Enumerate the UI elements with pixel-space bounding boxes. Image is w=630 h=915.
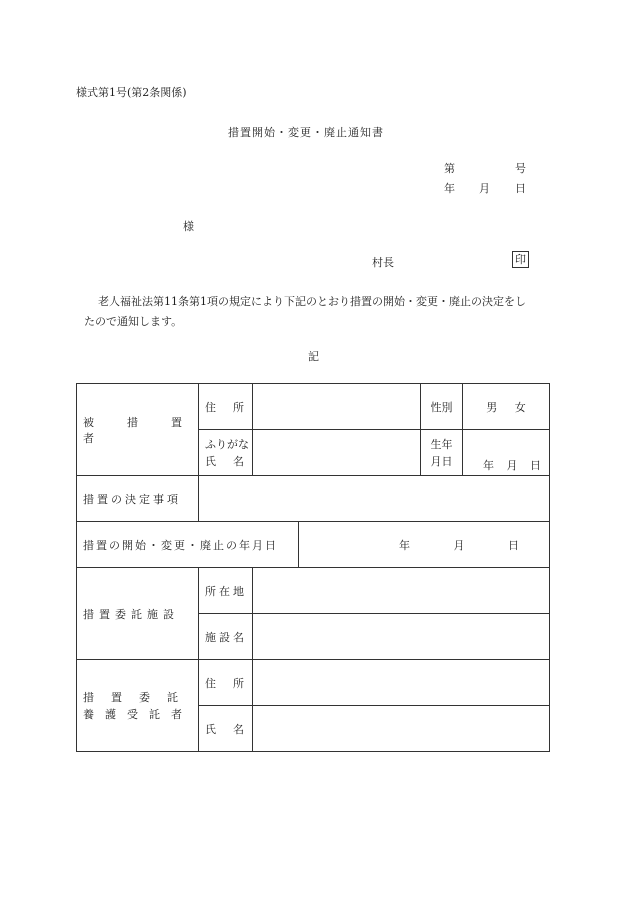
body-text-line1: 老人福祉法第11条第1項の規定により下記のとおり措置の開始・変更・廃止の決定をし xyxy=(98,295,526,308)
facility-name-field[interactable] xyxy=(253,614,550,660)
period-year: 年 xyxy=(399,538,410,552)
subject-label-cell xyxy=(77,384,215,476)
gender-male[interactable]: 男 xyxy=(486,400,498,414)
name-field[interactable] xyxy=(253,430,421,476)
doc-number-suffix: 号 xyxy=(515,162,526,175)
gender-label-cell xyxy=(421,384,463,430)
form-table xyxy=(76,383,550,752)
gender-label: 性別 xyxy=(430,400,453,414)
address-label: 住 所 xyxy=(205,400,247,414)
furigana-label: ふりがな xyxy=(205,437,249,451)
caretaker-label-2: 養 護 受 託 者 xyxy=(83,707,182,721)
birth-date-field[interactable] xyxy=(463,430,550,476)
period-day: 日 xyxy=(508,538,519,552)
doc-number-prefix: 第 xyxy=(444,162,455,175)
subject-label: 被 措 置 者 xyxy=(83,415,215,445)
date-year: 年 xyxy=(444,182,455,195)
facility-label-cell xyxy=(77,568,199,660)
sender-title: 村長 xyxy=(372,256,394,269)
address-field[interactable] xyxy=(253,384,421,430)
birth-month: 月 xyxy=(506,459,518,472)
caretaker-name-label: 氏 名 xyxy=(205,722,247,736)
caretaker-name-field[interactable] xyxy=(253,706,550,752)
caretaker-label-1: 措 置 委 託 xyxy=(83,690,181,704)
period-month: 月 xyxy=(453,538,465,552)
caretaker-address-field[interactable] xyxy=(253,660,550,706)
body-text-line2: たので通知します。 xyxy=(84,315,183,328)
period-label: 措置の開始・変更・廃止の年月日 xyxy=(83,538,278,552)
birth-day: 日 xyxy=(530,459,541,472)
addressee-suffix: 様 xyxy=(183,220,194,233)
facility-name-label: 施設名 xyxy=(205,630,247,644)
seal-mark: 印 xyxy=(512,251,529,268)
date-month: 月 xyxy=(479,182,490,195)
gender-options[interactable] xyxy=(463,384,550,430)
period-date-field[interactable] xyxy=(299,522,550,568)
period-label-cell xyxy=(77,522,299,568)
decision-label-cell xyxy=(77,476,199,522)
facility-location-label: 所在地 xyxy=(205,584,247,598)
form-number: 様式第1号(第2条関係) xyxy=(76,86,187,99)
caretaker-label-cell xyxy=(77,660,199,752)
birth-label-2: 月日 xyxy=(430,454,453,468)
facility-name-label-cell xyxy=(199,614,253,660)
decision-label: 措置の決定事項 xyxy=(83,492,181,506)
birth-label-1: 生年 xyxy=(430,437,453,451)
gender-female[interactable]: 女 xyxy=(514,400,526,414)
name-label-cell xyxy=(199,430,253,476)
name-label: 氏 名 xyxy=(205,454,247,468)
decision-field[interactable] xyxy=(199,476,550,522)
facility-label: 措置委託施設 xyxy=(83,607,179,621)
birth-label-cell xyxy=(421,430,463,476)
ki-heading: 記 xyxy=(308,350,319,363)
caretaker-name-label-cell xyxy=(199,706,253,752)
facility-location-label-cell xyxy=(199,568,253,614)
document-title: 措置開始・変更・廃止通知書 xyxy=(228,126,384,139)
birth-year: 年 xyxy=(483,459,494,472)
caretaker-address-label: 住 所 xyxy=(205,676,247,690)
caretaker-address-label-cell xyxy=(199,660,253,706)
facility-location-field[interactable] xyxy=(253,568,550,614)
date-day: 日 xyxy=(515,182,526,195)
